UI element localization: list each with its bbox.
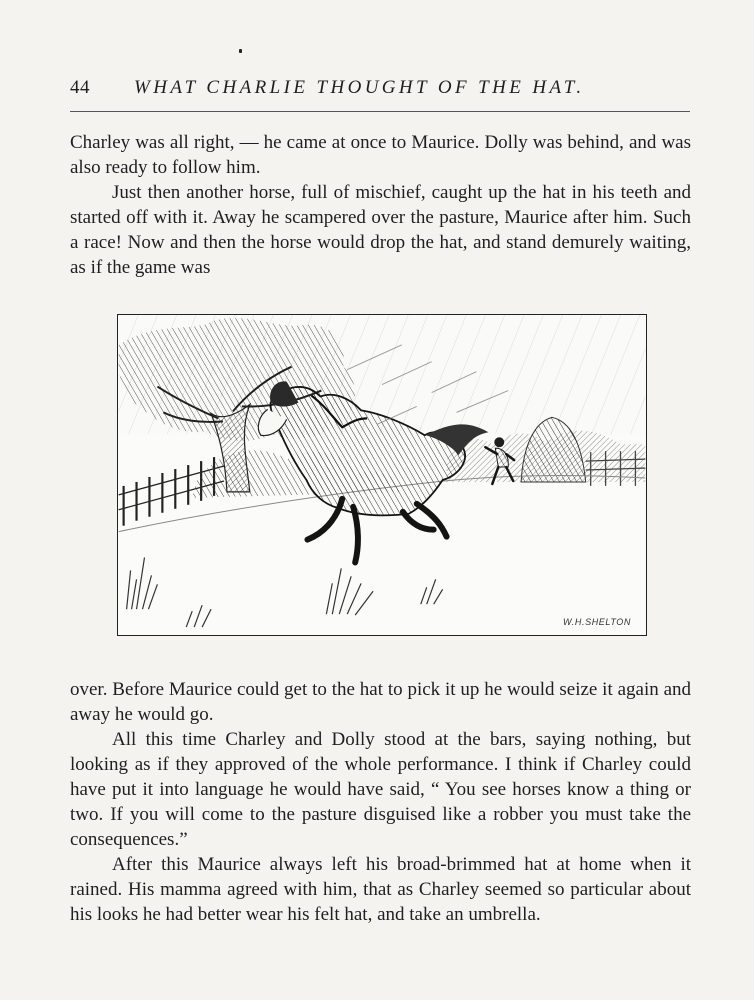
artist-signature: W.H.SHELTON [563,617,631,627]
horse-race-illustration [117,314,647,636]
top-text-block [70,130,691,280]
running-header [70,73,690,103]
paragraph-before-maurice: over. Before Maurice could get to the hat to pick it up he would seize it again and away he would go. [70,679,691,725]
print-speck [239,49,242,53]
header-rule [70,111,690,112]
running-title: WHAT CHARLIE THOUGHT OF THE HAT. [134,77,585,98]
page-number: 44 [70,77,90,98]
engraving-illustration [118,315,646,635]
paragraph-charley-maurice: Charley was all right, — he came at once to Maurice. Dolly was behind, and was also ready to follow him. [70,132,691,178]
paragraph-umbrella: After this Maurice always left his broad-brimmed hat at home when it rained. His mamma agreed with him, that as Charley seemed so particular about his looks he had better wear his felt hat, and take an umbrella. [70,854,691,925]
bottom-text-block [70,677,691,927]
paragraph-horse-race: Just then another horse, full of mischief, caught up the hat in his teeth and started off with it. Away he scampered over the pasture, Maurice after him. Such a race! Now and then the horse would drop the hat, and stand demurely waiting, as if the game was [70,182,691,278]
paragraph-charley-dolly: All this time Charley and Dolly stood at the bars, saying nothing, but looking as if they approved of the whole performance. I think if Charley could have put it into language he would have said, “ You see horses know a thing or two. If you will come to the pasture disguised like a robber you must take the consequences.” [70,729,691,850]
